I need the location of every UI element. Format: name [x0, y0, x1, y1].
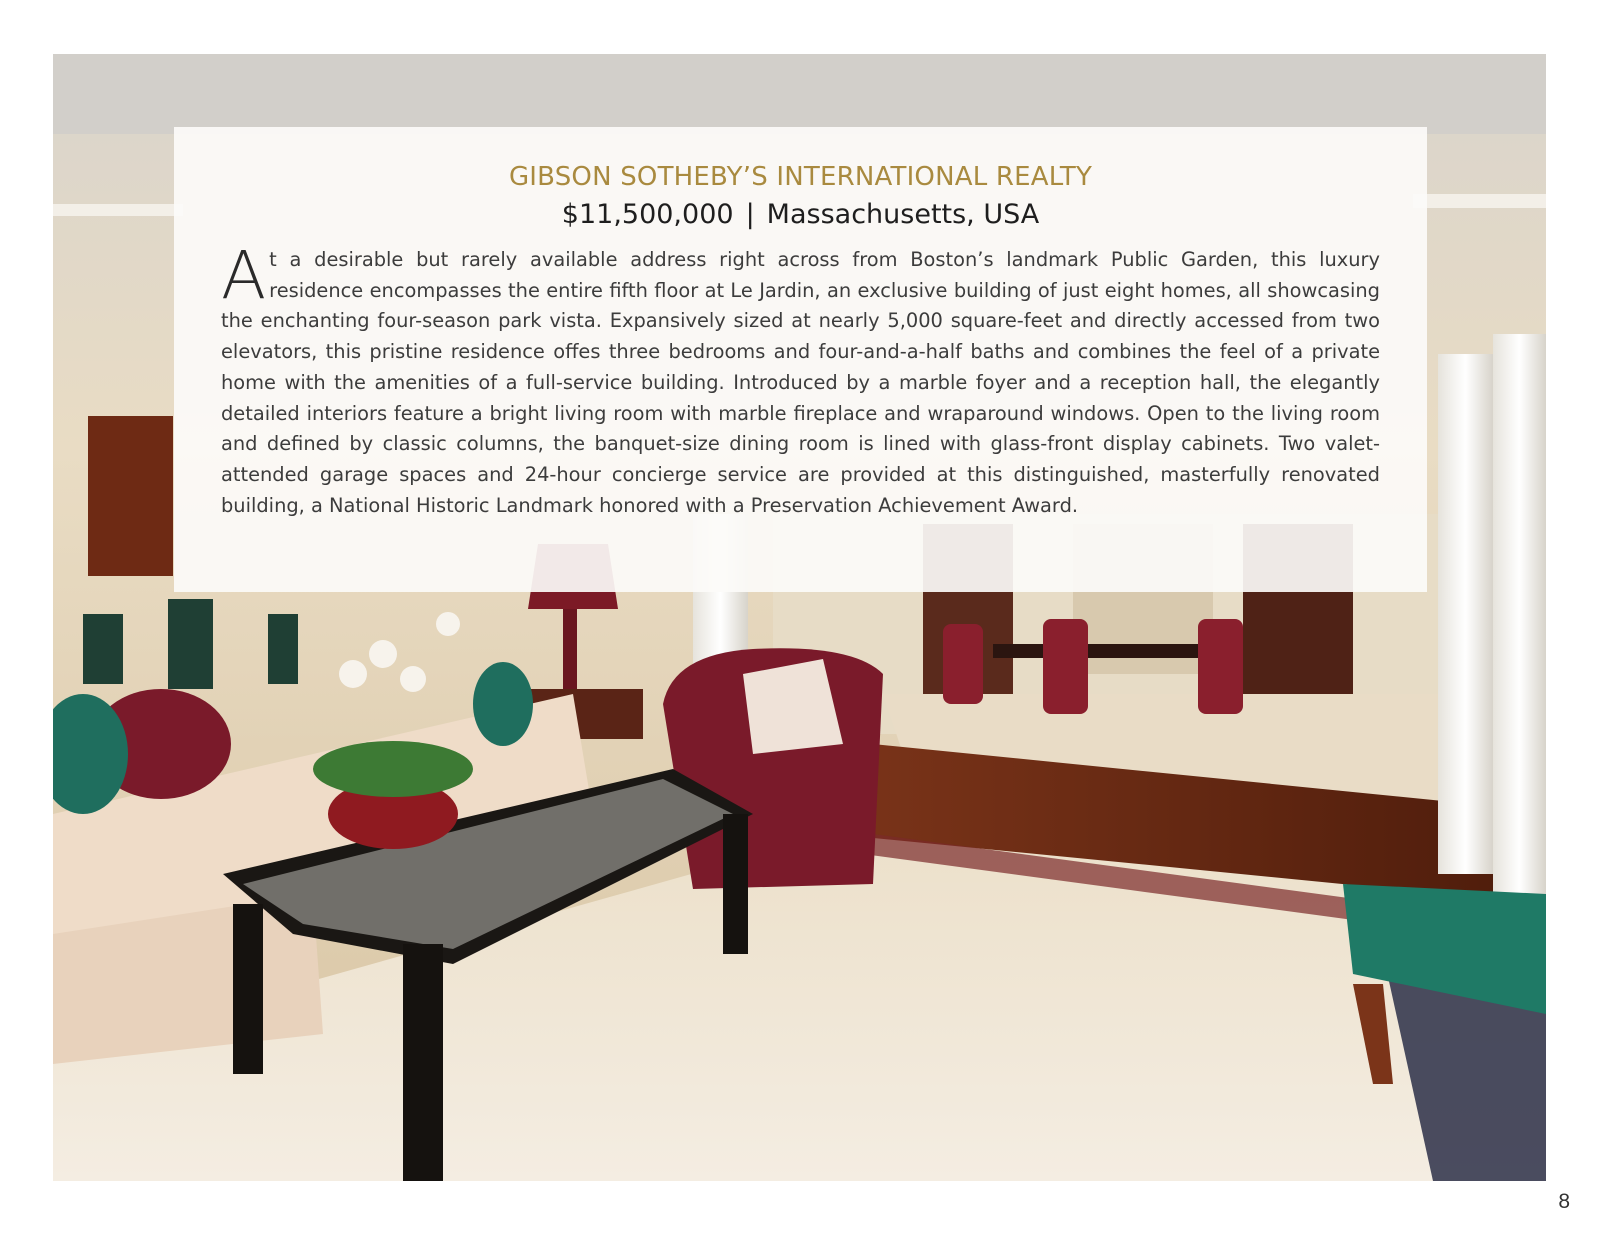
dining-chair [943, 624, 983, 704]
drop-cap: A [221, 237, 267, 314]
price: $11,500,000 [561, 199, 734, 230]
column-far-right [1493, 334, 1546, 894]
orchid-flower [400, 666, 426, 692]
orchid-flower [369, 640, 397, 668]
orchid-flower [339, 660, 367, 688]
ceiling [53, 54, 1546, 134]
table-leg [723, 814, 748, 954]
brand-name: GIBSON SOTHEBY’S INTERNATIONAL REALTY [508, 162, 1093, 192]
crown-molding [53, 204, 183, 216]
table-leg [403, 944, 443, 1181]
curio-cabinet [88, 416, 173, 576]
teal-pillow-right [473, 662, 533, 746]
description-text: t a desirable but rarely available address right across from Boston’s landmark Public Garden, this luxury residence encompasses the entire fifth floor at Le Jardin, an exclusive building of just eight homes, all showcasing the enchanting four-season park vista. Expansively sized at nearly 5,000 square-feet and directly accessed from two elevators, this pristine residence offes three bedrooms and four-and-a-half baths and combines the feel of a private home with the amenities of a full-service building. Introduced by a marble foyer and a reception hall, the elegantly detailed interiors feature a bright living room with marble fireplace and wraparound windows. Open to the living room and defined by classic columns, the banquet-size dining room is lined with glass-front display cabinets. Two valet-attended garage spaces and 24-hour concierge service are provided at this distinguished, masterfully renovated building, a National Historic Landmark honored with a Preservation Achievement Award. [221, 248, 1380, 517]
jade-statue [168, 599, 213, 689]
price-location-line [221, 195, 1380, 235]
jade-statue [268, 614, 298, 684]
dining-table [993, 644, 1223, 658]
orchid-leaves [313, 741, 473, 797]
listing-text-panel [174, 127, 1427, 592]
listing-description [221, 237, 1380, 521]
orchid-flower [436, 612, 460, 636]
separator: | [745, 199, 755, 230]
column-right [1438, 354, 1493, 874]
jade-statue [83, 614, 123, 684]
table-leg [233, 904, 263, 1074]
lamp-base [563, 609, 577, 689]
dining-chair [1198, 619, 1243, 714]
dining-chair [1043, 619, 1088, 714]
crown-molding-right [1413, 194, 1546, 208]
location: Massachusetts, USA [766, 199, 1040, 230]
page-number: 8 [1558, 1190, 1570, 1213]
